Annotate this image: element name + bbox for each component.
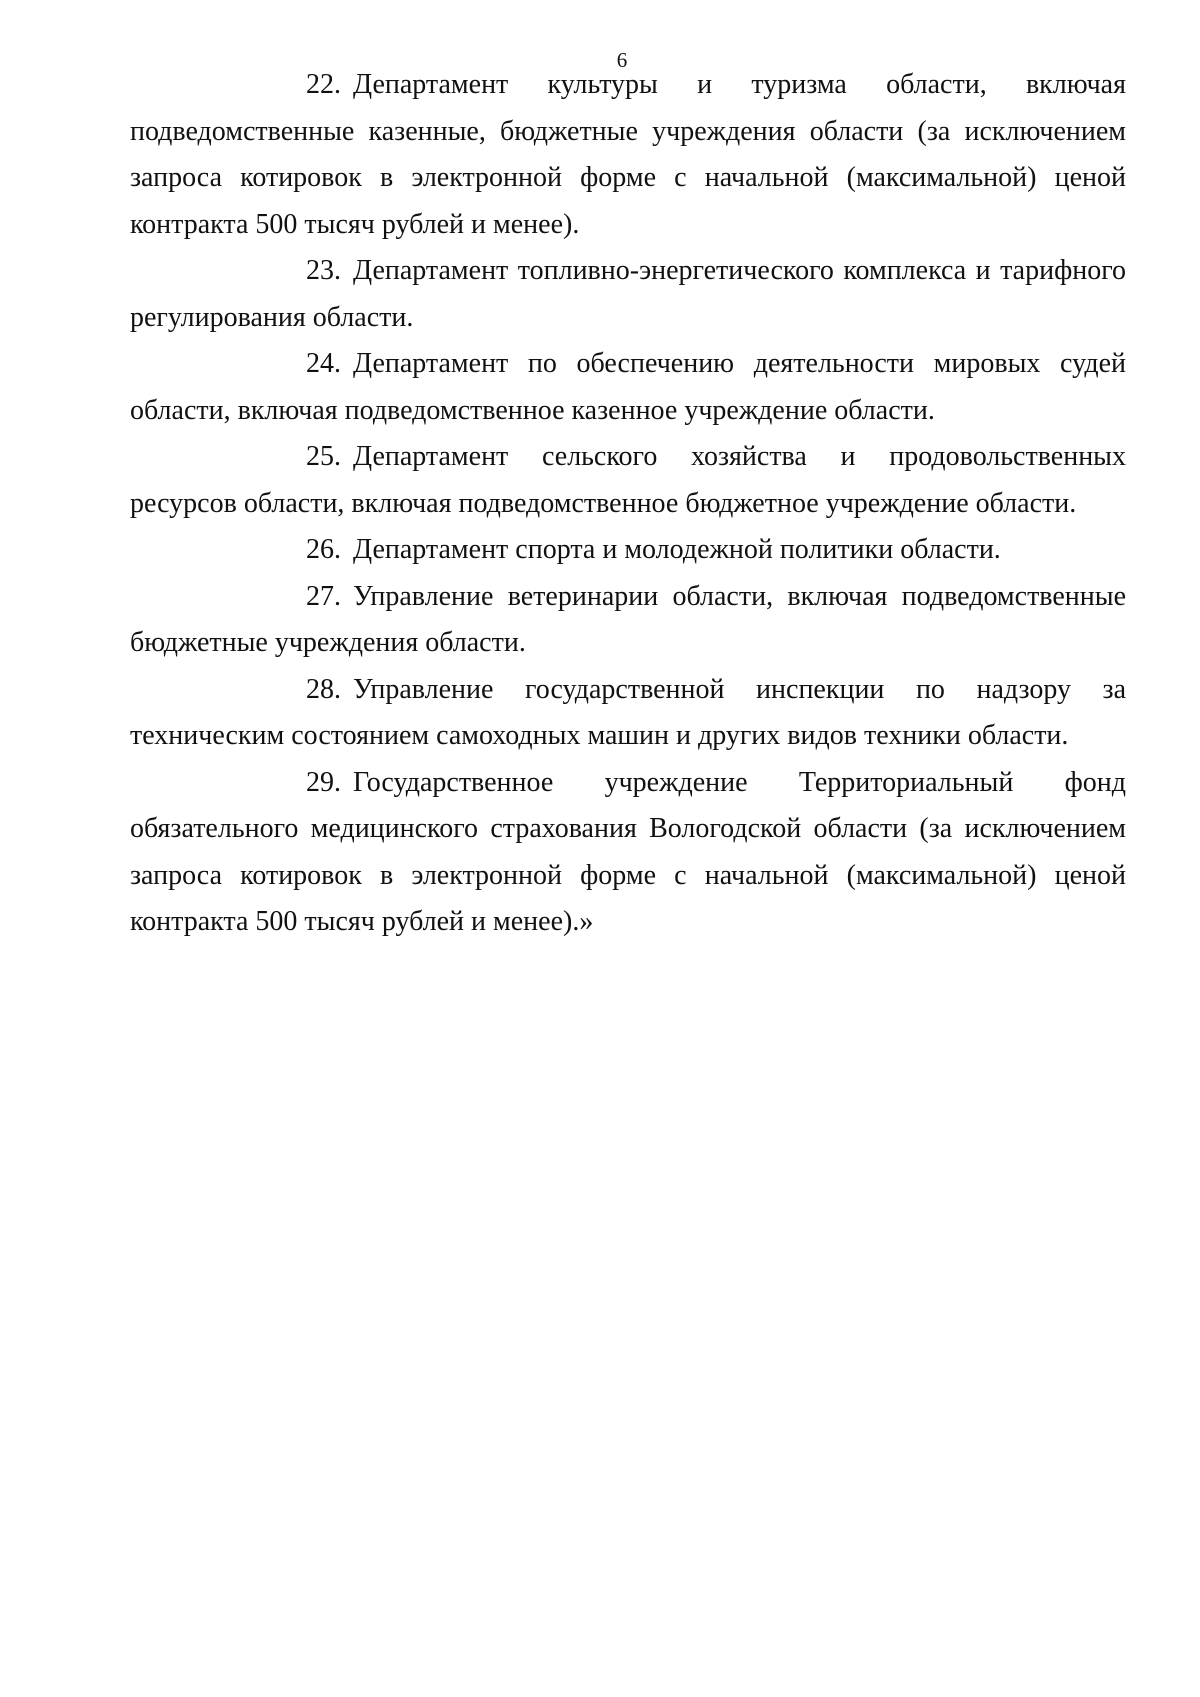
item-text: Департамент спорта и молодежной политики области. — [353, 534, 1001, 565]
list-item-28 — [130, 667, 1126, 760]
list-item-22 — [130, 62, 1126, 248]
document-body — [130, 62, 1126, 946]
item-number: 23. — [306, 255, 341, 286]
item-text: Департамент сельского хозяйства и продовольственных ресурсов области, включая подведомственное бюджетное учреждение области. — [130, 441, 1126, 519]
item-number: 22. — [306, 69, 341, 100]
item-text: Управление ветеринарии области, включая подведомственные бюджетные учреждения области. — [130, 580, 1126, 658]
list-item-23 — [130, 248, 1126, 341]
list-item-27 — [130, 574, 1126, 667]
item-text: Департамент культуры и туризма области, включая подведомственные казенные, бюджетные учреждения области (за исключением запроса котировок в электронной форме с начальной (максимальной) ценой контракта 500 тысяч рублей и менее). — [130, 69, 1126, 240]
item-text: Департамент топливно-энергетического комплекса и тарифного регулирования области. — [130, 255, 1126, 333]
item-text: Департамент по обеспечению деятельности мировых судей области, включая подведомственное казенное учреждение области. — [130, 348, 1126, 426]
page-number: 6 — [616, 48, 628, 72]
item-number: 27. — [306, 580, 341, 612]
item-number: 26. — [306, 534, 341, 565]
list-item-26 — [130, 527, 1126, 574]
list-item-24 — [130, 341, 1126, 434]
item-text: Государственное учреждение Территориальный фонд обязательного медицинского страхования Вологодской области (за исключением запроса котировок в электронной форме с начальной (максимальной) ценой контракта 500 тысяч рублей и менее).» — [130, 766, 1126, 937]
item-number: 24. — [306, 348, 341, 379]
list-item-29 — [130, 760, 1126, 946]
item-number: 28. — [306, 673, 341, 705]
item-text: Управление государственной инспекции по надзору за техническим состоянием самоходных машин и других видов техники области. — [130, 673, 1126, 751]
item-number: 29. — [306, 766, 341, 798]
item-number: 25. — [306, 441, 341, 472]
list-item-25 — [130, 434, 1126, 527]
